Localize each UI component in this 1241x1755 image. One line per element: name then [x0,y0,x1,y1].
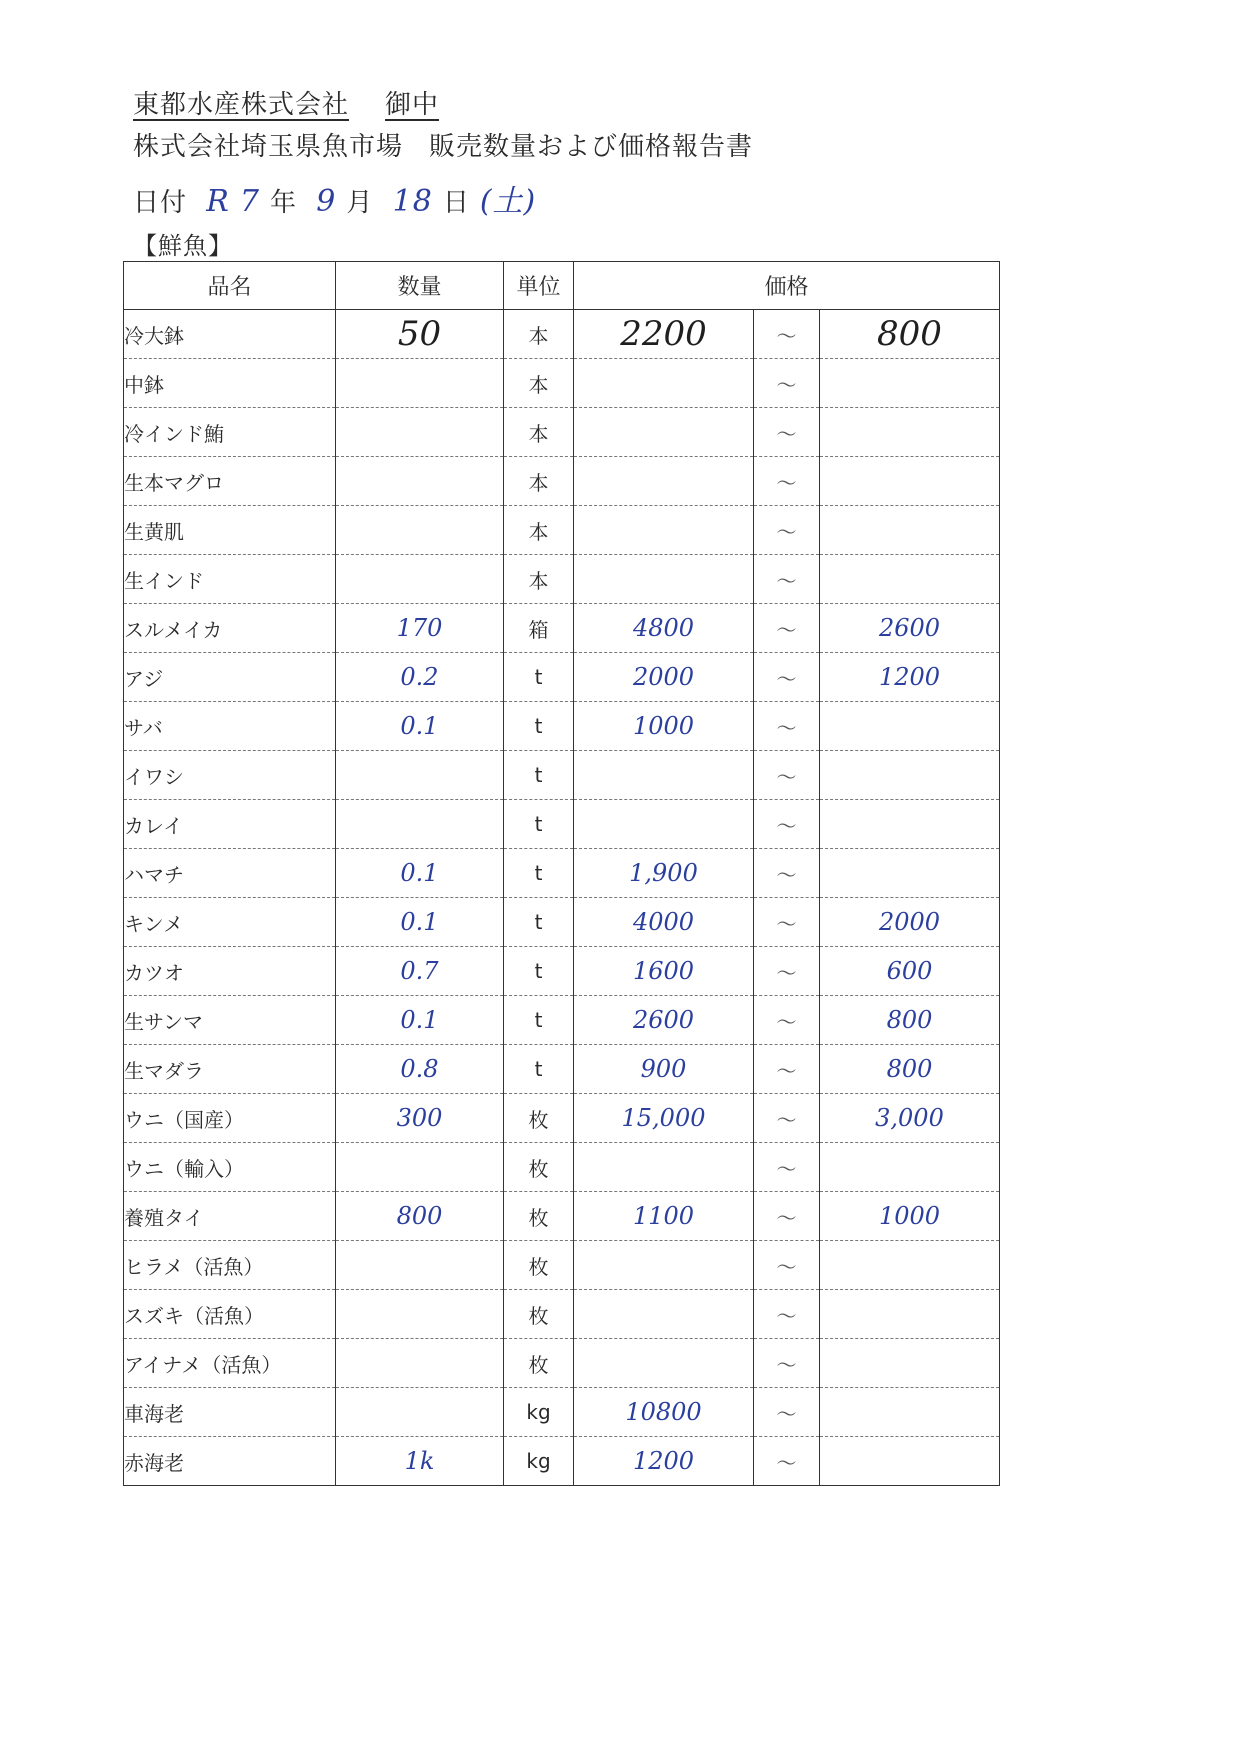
table-row [124,1290,1000,1339]
price-low-cell [574,800,754,849]
table-row [124,996,1000,1045]
item-name-cell: スズキ（活魚） [124,1290,336,1339]
quantity-cell [336,1241,504,1290]
quantity-cell [336,555,504,604]
unit-cell: kg [504,1388,574,1437]
quantity-cell [336,1143,504,1192]
quantity-cell [336,800,504,849]
item-name-cell: 生黄肌 [124,506,336,555]
price-low-cell [574,555,754,604]
table-header-row [124,262,1000,310]
price-range-tilde: ～ [754,996,820,1045]
price-range-tilde: ～ [754,751,820,800]
unit-cell: kg [504,1437,574,1486]
price-low-cell: 2200 [574,310,754,359]
price-low-cell [574,1241,754,1290]
price-low-cell: 2000 [574,653,754,702]
price-high-cell [820,800,1000,849]
unit-cell: 本 [504,310,574,359]
price-high-cell [820,1290,1000,1339]
price-range-tilde: ～ [754,1143,820,1192]
addressee-line [133,84,439,121]
quantity-cell [336,457,504,506]
unit-cell: 本 [504,408,574,457]
date-month-unit: 月 [346,188,374,218]
price-low-cell [574,408,754,457]
item-name-cell: 冷インド鮪 [124,408,336,457]
addressee-honorific: 御中 [385,90,440,120]
quantity-cell [336,1388,504,1437]
table-row [124,1192,1000,1241]
table-row [124,1339,1000,1388]
unit-cell: 枚 [504,1290,574,1339]
date-label: 日付 [133,188,188,218]
price-range-tilde: ～ [754,310,820,359]
quantity-cell: 800 [336,1192,504,1241]
price-high-cell [820,751,1000,800]
price-range-tilde: ～ [754,898,820,947]
price-range-tilde: ～ [754,1290,820,1339]
price-low-cell: 1600 [574,947,754,996]
unit-cell: 本 [504,506,574,555]
price-low-cell: 4800 [574,604,754,653]
date-era: R [206,184,230,219]
price-high-cell [820,555,1000,604]
table-row [124,1094,1000,1143]
price-high-cell: 2000 [820,898,1000,947]
table-row [124,310,1000,359]
price-high-cell [820,1339,1000,1388]
table-row [124,800,1000,849]
table-row [124,1045,1000,1094]
table-row [124,702,1000,751]
unit-cell: t [504,947,574,996]
price-range-tilde: ～ [754,947,820,996]
header-price: 価格 [574,262,1000,310]
price-low-cell: 1200 [574,1437,754,1486]
report-title-line [133,126,753,163]
item-name-cell: ハマチ [124,849,336,898]
table-row [124,359,1000,408]
table-row [124,457,1000,506]
unit-cell: 枚 [504,1339,574,1388]
table-row [124,947,1000,996]
item-name-cell: ウニ（国産） [124,1094,336,1143]
quantity-cell: 50 [336,310,504,359]
item-name-cell: カツオ [124,947,336,996]
price-low-cell [574,506,754,555]
price-range-tilde: ～ [754,1437,820,1486]
quantity-cell [336,751,504,800]
addressee-company: 東都水産株式会社 [133,90,350,120]
price-high-cell: 1200 [820,653,1000,702]
quantity-cell: 1k [336,1437,504,1486]
unit-cell: 本 [504,457,574,506]
price-range-tilde: ～ [754,653,820,702]
quantity-cell [336,1290,504,1339]
date-line [133,176,546,220]
table-row [124,849,1000,898]
price-high-cell [820,359,1000,408]
date-year-unit: 年 [269,188,297,218]
table-row [124,555,1000,604]
report-table [123,261,1000,1486]
item-name-cell: 生インド [124,555,336,604]
item-name-cell: ウニ（輸入） [124,1143,336,1192]
quantity-cell [336,359,504,408]
table-row [124,1143,1000,1192]
price-range-tilde: ～ [754,1192,820,1241]
price-high-cell [820,506,1000,555]
date-day-unit: 日 [442,188,470,218]
unit-cell: 箱 [504,604,574,653]
quantity-cell: 0.1 [336,702,504,751]
unit-cell: 枚 [504,1241,574,1290]
unit-cell: t [504,751,574,800]
item-name-cell: イワシ [124,751,336,800]
item-name-cell: 養殖タイ [124,1192,336,1241]
table-row [124,1437,1000,1486]
price-range-tilde: ～ [754,604,820,653]
quantity-cell: 0.7 [336,947,504,996]
price-high-cell [820,1241,1000,1290]
price-low-cell: 15,000 [574,1094,754,1143]
unit-cell: 枚 [504,1192,574,1241]
price-high-cell: 800 [820,996,1000,1045]
price-low-cell [574,1290,754,1339]
price-range-tilde: ～ [754,800,820,849]
quantity-cell: 170 [336,604,504,653]
price-low-cell [574,359,754,408]
table-row [124,751,1000,800]
header-quantity: 数量 [336,262,504,310]
unit-cell: t [504,996,574,1045]
price-range-tilde: ～ [754,1094,820,1143]
price-range-tilde: ～ [754,1045,820,1094]
table-row [124,1241,1000,1290]
unit-cell: t [504,849,574,898]
unit-cell: t [504,653,574,702]
price-high-cell: 2600 [820,604,1000,653]
price-range-tilde: ～ [754,359,820,408]
item-name-cell: スルメイカ [124,604,336,653]
date-day: 18 [392,184,433,219]
price-range-tilde: ～ [754,506,820,555]
price-high-cell: 800 [820,1045,1000,1094]
price-high-cell [820,408,1000,457]
header-name: 品名 [124,262,336,310]
price-low-cell: 4000 [574,898,754,947]
item-name-cell: 生サンマ [124,996,336,1045]
header-unit: 単位 [504,262,574,310]
price-low-cell: 10800 [574,1388,754,1437]
item-name-cell: 中鉢 [124,359,336,408]
price-high-cell: 800 [820,310,1000,359]
unit-cell: t [504,702,574,751]
item-name-cell: アイナメ（活魚） [124,1339,336,1388]
quantity-cell: 0.1 [336,849,504,898]
price-range-tilde: ～ [754,457,820,506]
price-range-tilde: ～ [754,555,820,604]
table-row [124,898,1000,947]
date-weekday: (土) [479,184,537,219]
price-high-cell: 600 [820,947,1000,996]
quantity-cell: 0.1 [336,996,504,1045]
price-low-cell: 1000 [574,702,754,751]
quantity-cell: 0.1 [336,898,504,947]
price-range-tilde: ～ [754,1388,820,1437]
price-low-cell: 2600 [574,996,754,1045]
price-range-tilde: ～ [754,408,820,457]
table-row [124,604,1000,653]
item-name-cell: サバ [124,702,336,751]
quantity-cell [336,408,504,457]
price-low-cell: 1,900 [574,849,754,898]
section-label: 【鮮魚】 [133,232,233,260]
table-row [124,1388,1000,1437]
unit-cell: t [504,898,574,947]
price-range-tilde: ～ [754,1339,820,1388]
item-name-cell: カレイ [124,800,336,849]
item-name-cell: 生マダラ [124,1045,336,1094]
price-high-cell [820,457,1000,506]
price-high-cell: 1000 [820,1192,1000,1241]
price-range-tilde: ～ [754,1241,820,1290]
item-name-cell: 生本マグロ [124,457,336,506]
sender-company: 株式会社埼玉県魚市場 [133,132,404,162]
table-row [124,408,1000,457]
unit-cell: 枚 [504,1143,574,1192]
date-year: 7 [239,184,260,219]
unit-cell: 枚 [504,1094,574,1143]
price-high-cell [820,1143,1000,1192]
price-low-cell: 900 [574,1045,754,1094]
price-range-tilde: ～ [754,702,820,751]
item-name-cell: ヒラメ（活魚） [124,1241,336,1290]
quantity-cell: 0.8 [336,1045,504,1094]
price-high-cell [820,1388,1000,1437]
unit-cell: 本 [504,555,574,604]
unit-cell: 本 [504,359,574,408]
quantity-cell: 300 [336,1094,504,1143]
item-name-cell: キンメ [124,898,336,947]
price-low-cell [574,1339,754,1388]
price-low-cell [574,1143,754,1192]
price-high-cell [820,849,1000,898]
quantity-cell: 0.2 [336,653,504,702]
item-name-cell: 冷大鉢 [124,310,336,359]
report-title: 販売数量および価格報告書 [429,132,754,162]
item-name-cell: 車海老 [124,1388,336,1437]
price-low-cell: 1100 [574,1192,754,1241]
quantity-cell [336,1339,504,1388]
quantity-cell [336,506,504,555]
price-range-tilde: ～ [754,849,820,898]
price-high-cell: 3,000 [820,1094,1000,1143]
table-row [124,653,1000,702]
table-body [124,310,1000,1486]
unit-cell: t [504,1045,574,1094]
price-low-cell [574,457,754,506]
table-row [124,506,1000,555]
item-name-cell: 赤海老 [124,1437,336,1486]
price-high-cell [820,702,1000,751]
price-high-cell [820,1437,1000,1486]
date-month: 9 [316,184,337,219]
unit-cell: t [504,800,574,849]
item-name-cell: アジ [124,653,336,702]
price-low-cell [574,751,754,800]
